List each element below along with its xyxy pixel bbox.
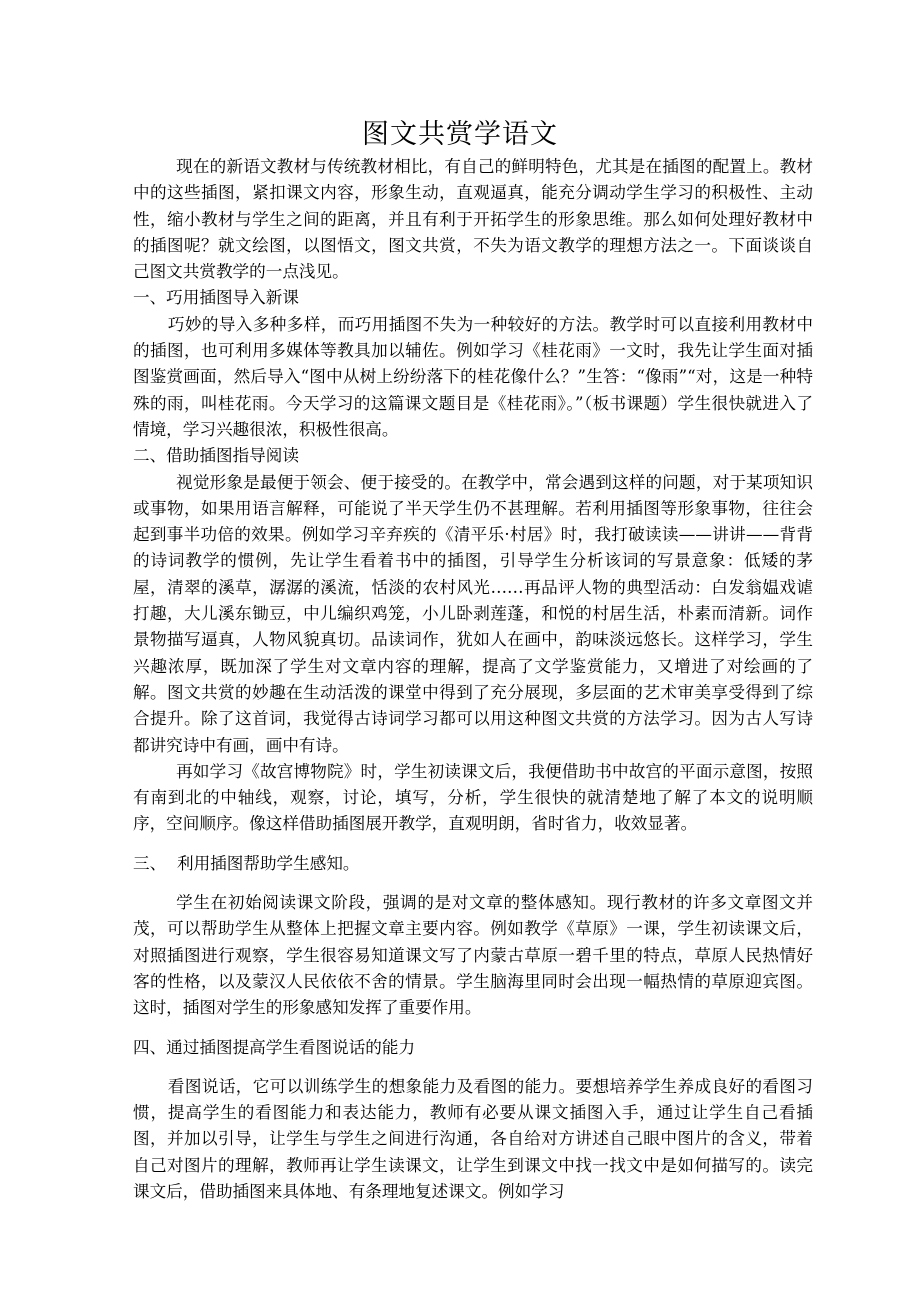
section-2-paragraph-2: 再如学习《故宫博物院》时，学生初读课文后，我便借助书中故宫的平面示意图，按照有南到北的中轴线，观察，讨论，填写，分析，学生很快的就清楚地了解了本文的说明顺序，空间顺序。像这样借助插图展开教学，直观明朗，省时省力，收效显著。 bbox=[133, 761, 813, 834]
page-title: 图文共赏学语文 bbox=[362, 119, 558, 150]
section-heading-3 bbox=[133, 851, 813, 877]
section-heading-1: 一、巧用插图导入新课 bbox=[133, 288, 299, 308]
section-3-paragraph-1: 学生在初始阅读课文阶段，强调的是对文章的整体感知。现行教材的许多文章图文并茂，可以帮助学生从整体上把握文章主要内容。例如教学《草原》一课，学生初读课文后，对照插图进行观察，学生很容易知道课文写了内蒙古草原一碧千里的特点，草原人民热情好客的性格，以及蒙汉人民依依不舍的情景。学生脑海里同时会出现一幅热情的草原迎宾图。这时，插图对学生的形象感知发挥了重要作用。 bbox=[133, 893, 813, 1018]
section-4-paragraph-1: 看图说话，它可以训练学生的想象能力及看图的能力。要想培养学生养成良好的看图习惯，提高学生的看图能力和表达能力，教师有必要从课文插图入手，通过让学生自己看插图，并加以引导，让学生与学生之间进行沟通，各自给对方讲述自己眼中图片的含义，带着自己对图片的理解，教师再让学生读课文，让学生到课文中找一找文中是如何描写的。读完课文后，借助插图来具体地、有条理地复述课文。例如学习 bbox=[133, 1076, 813, 1201]
article-body bbox=[133, 154, 813, 1205]
section-heading-3-text: 利用插图帮助学生感知。 bbox=[177, 853, 360, 873]
section-1-paragraph-1: 巧妙的导入多种多样，而巧用插图不失为一种较好的方法。教学时可以直接利用教材中的插图，也可利用多媒体等教具加以辅佐。例如学习《桂花雨》一文时，我先让学生面对插图鉴赏画面，然后导入“图中从树上纷纷落下的桂花像什么？”生答：“像雨”“对，这是一种特殊的雨，叫桂花雨。今天学习的这篇课文题目是《桂花雨》。”（板书课题）学生很快就进入了情境，学习兴趣很浓，积极性很高。 bbox=[133, 314, 813, 439]
section-heading-4: 四、通过插图提高学生看图说话的能力 bbox=[133, 1037, 416, 1057]
section-heading-2: 二、借助插图指导阅读 bbox=[133, 446, 299, 466]
section-2-paragraph-1: 视觉形象是最便于领会、便于接受的。在教学中，常会遇到这样的问题，对于某项知识或事物，如果用语言解释，可能说了半天学生仍不甚理解。若利用插图等形象事物，往往会起到事半功倍的效果。例如学习辛弃疾的《清平乐·村居》时，我打破读读——讲讲——背背的诗词教学的惯例，先让学生看着书中的插图，引导学生分析该词的写景意象：低矮的茅屋，清翠的溪草，潺潺的溪流，恬淡的农村风光……再品评人物的典型活动：白发翁媪戏谑打趣，大儿溪东锄豆，中儿编织鸡笼，小儿卧剥莲蓬，和悦的村居生活，朴素而清新。词作景物描写逼真，人物风貌真切。品读词作，犹如人在画中，韵味淡远悠长。这样学习，学生兴趣浓厚，既加深了学生对文章内容的理解，提高了文学鉴赏能力，又增进了对绘画的了解。图文共赏的妙趣在生动活泼的课堂中得到了充分展现，多层面的艺术审美享受得到了综合提升。除了这首词，我觉得古诗词学习都可以用这种图文共赏的方法学习。因为古人写诗都讲究诗中有画，画中有诗。 bbox=[133, 472, 813, 755]
intro-paragraph: 现在的新语文教材与传统教材相比，有自己的鲜明特色，尤其是在插图的配置上。教材中的这些插图，紧扣课文内容，形象生动，直观逼真，能充分调动学生学习的积极性、主动性，缩小教材与学生之间的距离，并且有利于开拓学生的形象思维。那么如何处理好教材中的插图呢？就文绘图，以图悟文，图文共赏，不失为语文教学的理想方法之一。下面谈谈自己图文共赏教学的一点浅见。 bbox=[133, 157, 813, 282]
section-heading-3-number: 三、 bbox=[133, 853, 167, 873]
